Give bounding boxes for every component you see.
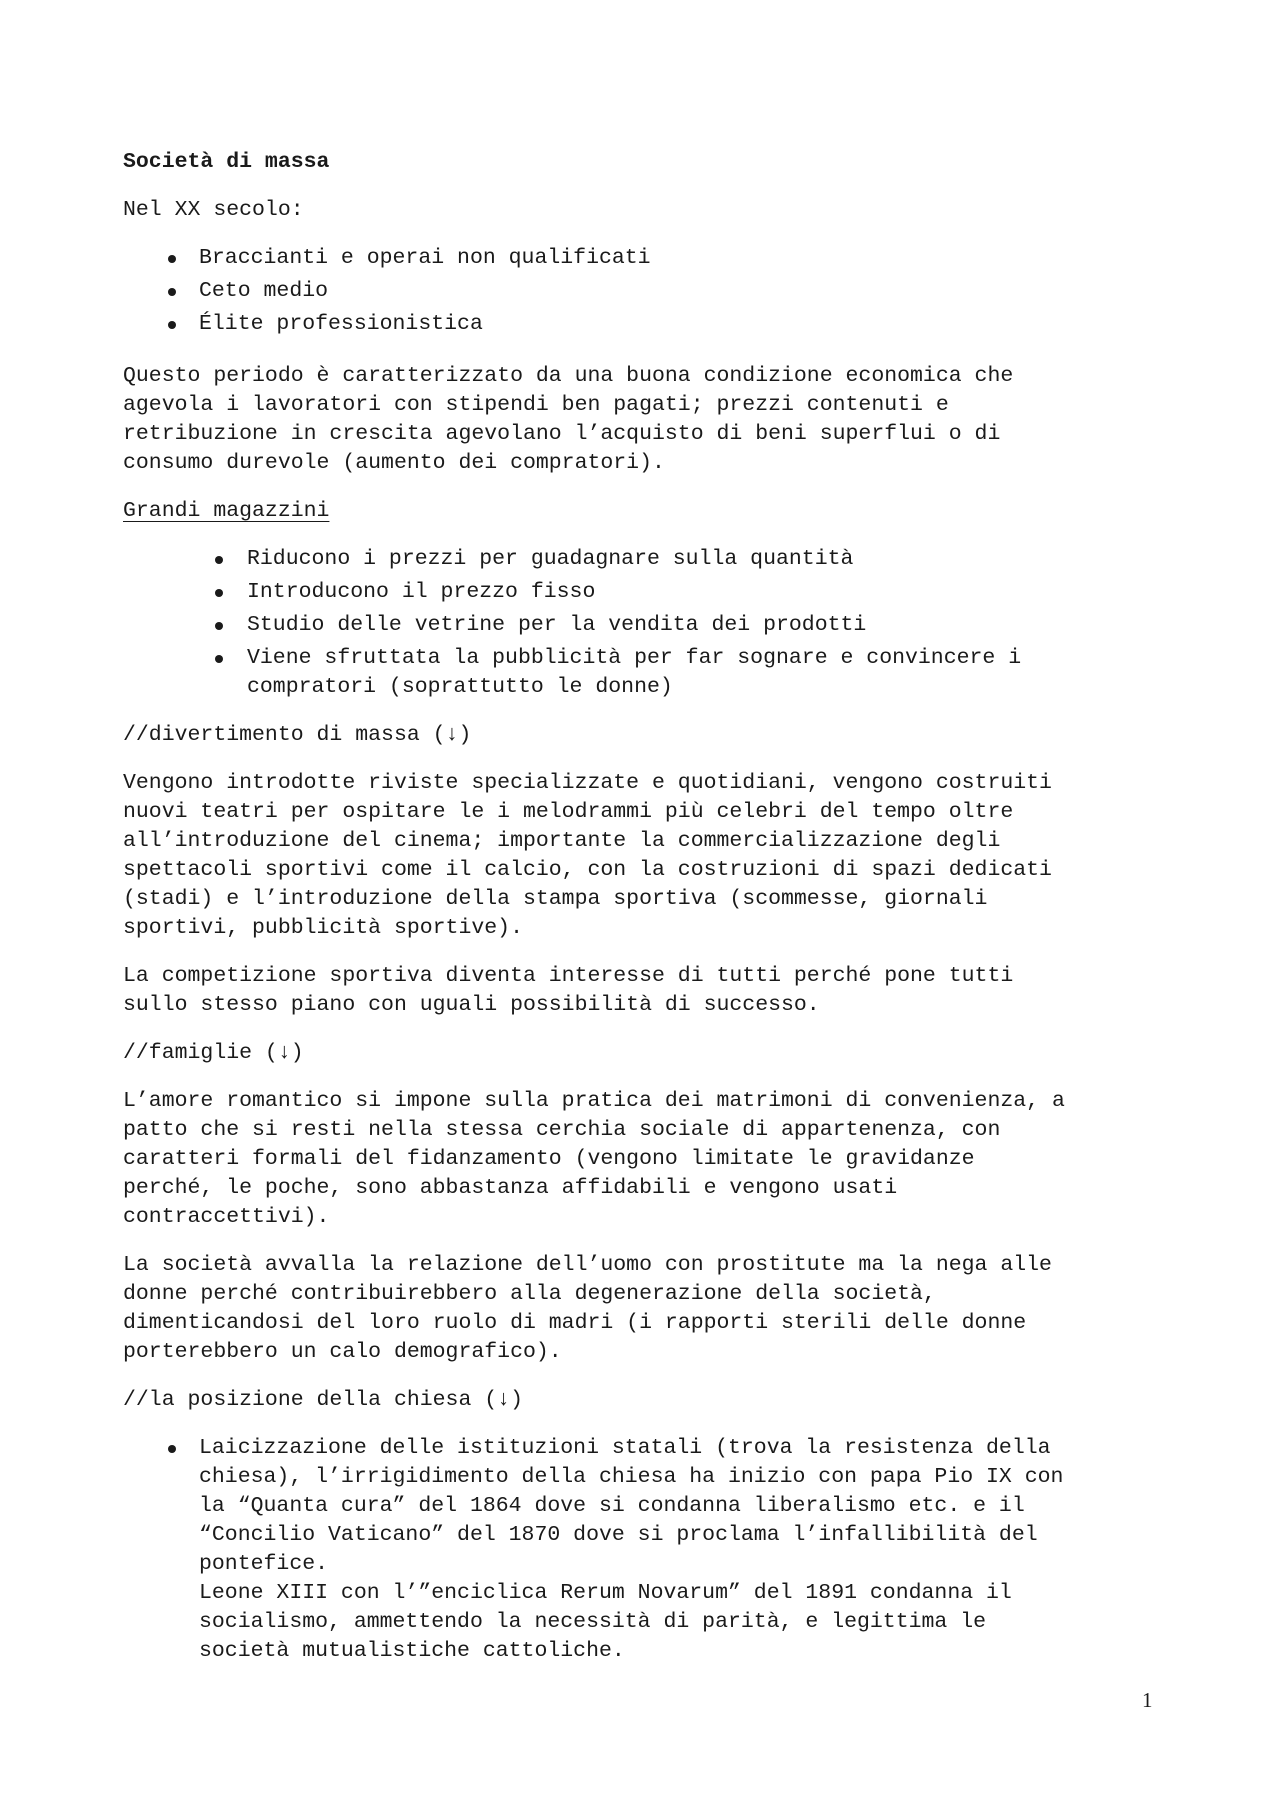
- document-content: [123, 148, 1183, 1685]
- paragraph-line: contraccettivi).: [123, 1205, 330, 1229]
- list-item-line: Riducono i prezzi per guadagnare sulla quantità: [247, 547, 854, 571]
- paragraph-line: Questo periodo è caratterizzato da una buona condizione economica che: [123, 364, 1014, 388]
- paragraph-line: L’amore romantico si impone sulla pratica dei matrimoni di convenienza, a: [123, 1089, 1065, 1113]
- list-item-line: compratori (soprattutto le donne): [247, 675, 673, 699]
- document-title: Società di massa: [123, 150, 330, 174]
- list-item-line: Leone XIII con l’”enciclica Rerum Novarum” del 1891 condanna il: [199, 1581, 1012, 1605]
- church-heading: //la posizione della chiesa (↓): [123, 1388, 523, 1412]
- paragraph-line: donne perché contribuirebbero alla degenerazione della società,: [123, 1282, 936, 1306]
- entertainment-paragraph-2: [123, 962, 1183, 1020]
- entertainment-paragraph-1: [123, 769, 1183, 943]
- paragraph-line: perché, le poche, sono abbastanza affidabili e vengono usati: [123, 1176, 898, 1200]
- paragraph-line: agevola i lavoratori con stipendi ben pagati; prezzi contenuti e: [123, 393, 949, 417]
- paragraph-line: nuovi teatri per ospitare le i melodrammi più celebri del tempo oltre: [123, 800, 1014, 824]
- list-item: [123, 1434, 1183, 1666]
- list-item-line: Viene sfruttata la pubblicità per far sognare e convincere i: [247, 646, 1022, 670]
- list-item: [123, 578, 1183, 611]
- list-item-line: la “Quanta cura” del 1864 dove si condanna liberalismo etc. e il: [199, 1494, 1025, 1518]
- list-item: Braccianti e operai non qualificati: [123, 244, 1183, 277]
- paragraph-line: caratteri formali del fidanzamento (vengono limitate le gravidanze: [123, 1147, 975, 1171]
- list-item-line: società mutualistiche cattoliche.: [199, 1639, 625, 1663]
- paragraph-line: porterebbero un calo demografico).: [123, 1340, 562, 1364]
- department-stores-list: [123, 545, 1183, 702]
- entertainment-heading: //divertimento di massa (↓): [123, 723, 472, 747]
- paragraph-line: La società avvalla la relazione dell’uomo con prostitute ma la nega alle: [123, 1253, 1052, 1277]
- church-list: [123, 1434, 1183, 1666]
- list-item-line: chiesa), l’irrigidimento della chiesa ha inizio con papa Pio IX con: [199, 1465, 1064, 1489]
- families-heading: //famiglie (↓): [123, 1041, 304, 1065]
- paragraph-line: patto che si resti nella stessa cerchia sociale di appartenenza, con: [123, 1118, 1001, 1142]
- list-item: Élite professionistica: [123, 310, 1183, 343]
- intro-line: Nel XX secolo:: [123, 198, 304, 222]
- page-number: 1: [1142, 1688, 1153, 1712]
- list-item: Ceto medio: [123, 277, 1183, 310]
- paragraph-line: (stadi) e l’introduzione della stampa sportiva (scommesse, giornali: [123, 887, 988, 911]
- economy-paragraph: [123, 362, 1183, 478]
- families-paragraph-1: [123, 1087, 1183, 1232]
- list-item-line: socialismo, ammettendo la necessità di parità, e legittima le: [199, 1610, 987, 1634]
- intro-text: [123, 196, 1183, 225]
- paragraph-line: retribuzione in crescita agevolano l’acquisto di beni superflui o di: [123, 422, 1001, 446]
- paragraph-line: Vengono introdotte riviste specializzate e quotidiani, vengono costruiti: [123, 771, 1052, 795]
- paragraph-line: sullo stesso piano con uguali possibilità di successo.: [123, 993, 820, 1017]
- paragraph-line: sportivi, pubblicità sportive).: [123, 916, 523, 940]
- department-stores-heading: Grandi magazzini: [123, 499, 330, 523]
- list-item: [123, 545, 1183, 578]
- list-item-line: Studio delle vetrine per la vendita dei prodotti: [247, 613, 867, 637]
- paragraph-line: spettacoli sportivi come il calcio, con la costruzioni di spazi dedicati: [123, 858, 1052, 882]
- families-paragraph-2: [123, 1251, 1183, 1367]
- list-item-line: “Concilio Vaticano” del 1870 dove si proclama l’infallibilità del: [199, 1523, 1038, 1547]
- paragraph-line: dimenticandosi del loro ruolo di madri (i rapporti sterili delle donne: [123, 1311, 1027, 1335]
- list-item-line: pontefice.: [199, 1552, 329, 1576]
- paragraph-line: all’introduzione del cinema; importante la commercializzazione degli: [123, 829, 1001, 853]
- paragraph-line: consumo durevole (aumento dei compratori).: [123, 451, 665, 475]
- social-classes-list: [123, 244, 1183, 343]
- list-item-line: Introducono il prezzo fisso: [247, 580, 596, 604]
- department-stores-heading-wrap: [123, 497, 1183, 526]
- paragraph-line: La competizione sportiva diventa interesse di tutti perché pone tutti: [123, 964, 1014, 988]
- list-item: [123, 611, 1183, 644]
- list-item: [123, 644, 1183, 702]
- list-item-line: Laicizzazione delle istituzioni statali (trova la resistenza della: [199, 1436, 1051, 1460]
